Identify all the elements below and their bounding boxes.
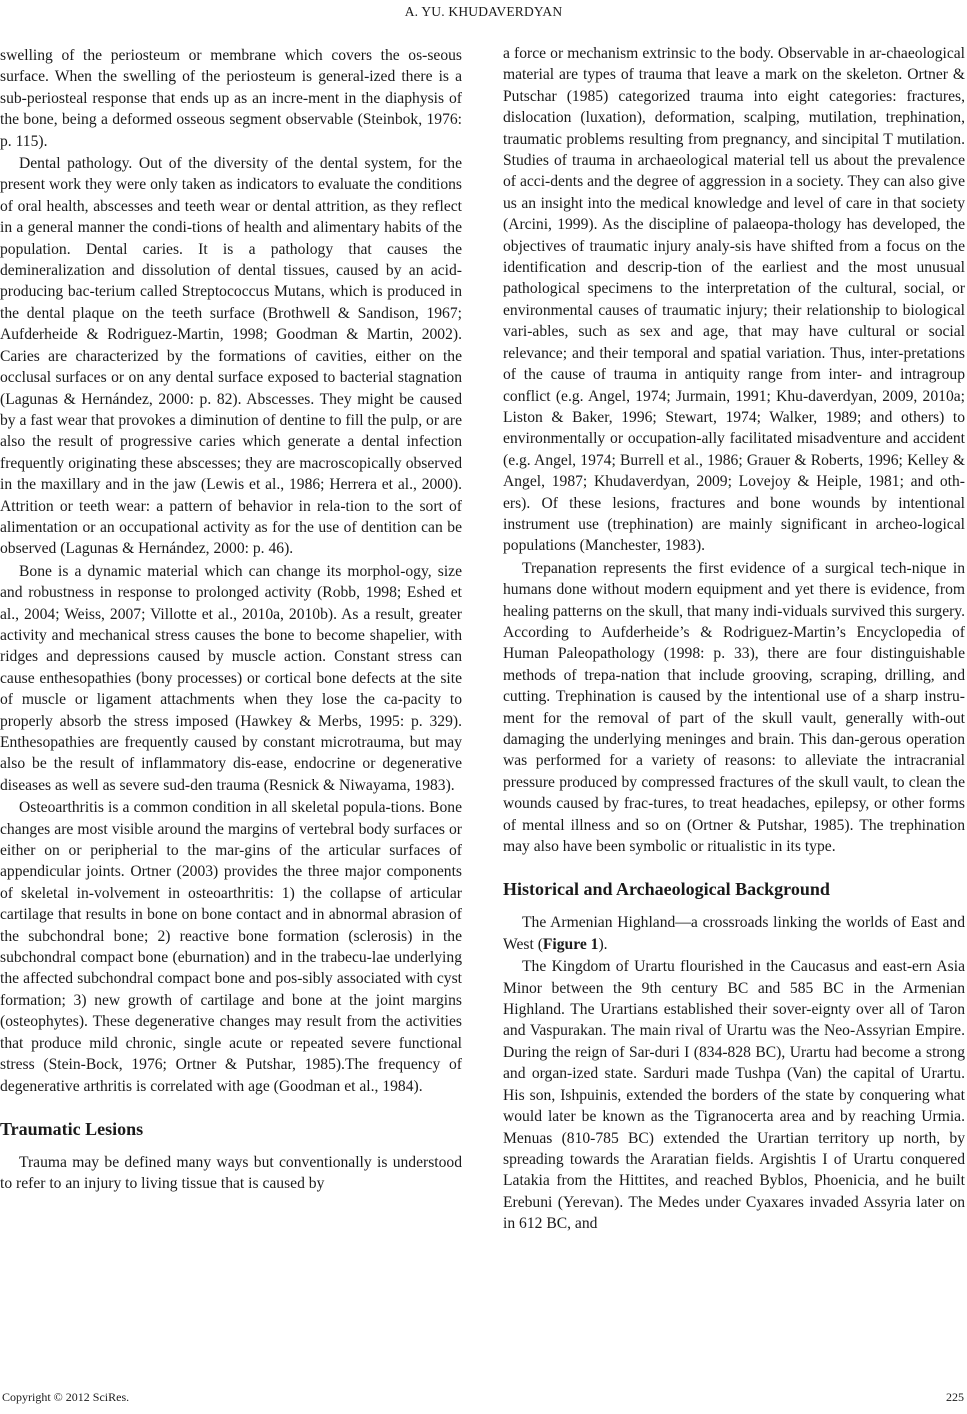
- paragraph-trauma-definition: Trauma may be defined many ways but conventionally is understood to refer to an injury to living tissue that is caused by: [0, 1153, 462, 1193]
- highland-text-end: ).: [598, 935, 608, 953]
- paragraph-bone-dynamics: Bone is a dynamic material which can change its morphol-ogy, size and robustness in response to prolonged activity (Robb, 1998; Eshed et al., 2004; Weiss, 2007; Villotte et al., 2010a, 2010b). As a result, greater activity and mechanical stress causes the bone to become shapelier, with ridges and depressions caused by muscle action. Constant stress can cause enthesopathies (bony processes) or cortical bone defects at the site of muscle or ligament attachments when they lose the ca-pacity to properly absorb the stress imposed (Hawkey & Merbs, 1995: p. 329). Enthesopathies are frequently caused by constant microtrauma, but may also be the result of inflammatory dis-ease, endocrine or degenerative diseases as well as severe sud-den trauma (Resnick & Niwayama, 1983).: [0, 562, 462, 794]
- running-head: A. YU. KHUDAVERDYAN: [404, 4, 563, 19]
- section-heading-traumatic-lesions: Traumatic Lesions: [0, 1118, 144, 1139]
- highland-text: The Armenian Highland—a crossroads linking the worlds of East and West (: [503, 914, 965, 953]
- page-number: 225: [946, 1390, 964, 1404]
- paragraph-trauma-continued: a force or mechanism extrinsic to the body. Observable in ar-chaeological material are types of trauma that leave a mark on the skeleton. Ortner & Putschar (1985) categorized trauma into eight categories: fractures, dislocation (luxation), deformation, scalping, mutilation, trephination, traumatic problems resulting from pregnancy, and sincipital T mutilation. Studies of trauma in archaeological material tell us about the prevalence of acci-dents and the degree of aggression in a society. They can also give us an insight into the medical knowledge and level of care in that society (Arcini, 1999). As the discipline of palaeopa-thology has developed, the objectives of traumatic injury analy-sis have shifted from a focus on the identification and descrip-tion of the earliest and the most unusual pathological specimens to the interpretation of the cultural, social, or environmental causes of traumatic injury; their relationship to biological vari-ables, such as sex and age, that may have cultural or social relevance; and their temporal and spatial variation. Thus, inter-pretations of the cause of trauma in antiquity range from inter- and intragroup conflict (e.g. Angel, 1974; Jurmain, 1991; Khu-daverdyan, 2009, 2010a; Liston & Baker, 1996; Stewart, 1974; Walker, 1989; and others) to environmentally or occupation-ally facilitated misadventure and accident (e.g. Angel, 1974; Burrell et al., 1986; Grauer & Roberts, 1996; Kelley & Angel, 1987; Khudaverdyan, 2009; Lovejoy & Heiple, 1981; and oth-ers). Of these lesions, fractures and bone wounds by intentional instrument use (trephination) are mainly significant in archeo-logical populations (Manchester, 1983).: [503, 45, 965, 555]
- paragraph-osteoarthritis: Osteoarthritis is a common condition in all skeletal popula-tions. Bone changes are most visible around the margins of vertebral body surfaces or either on or peripherial to the mar-gins of the articular surfaces of appendicular joints. Ortner (2003) provides the three major components of skeletal in-volvement in osteoarthritis: 1) the collapse of articular cartilage that results in bone on bone contact and in abnormal abrasion of the subchondral bone; 2) reactive bone formation (sclerosis) in the subchondral compact bone (eburnation) and in the trabecu-lae underlying the affected subchondral compact bone and pos-sibly associated with cyst formation; 3) new growth of cartilage and bone at the joint margins (osteophytes). These degenerative changes may result from the activities that produce mild chronic, single acute or repeated severe functional stress (Stein-Bock, 1976; Ortner & Putshar, 1985).The frequency of degenerative arthritis is correlated with age (Goodman et al., 1984).: [0, 799, 462, 1095]
- section-heading-historical-background: Historical and Archaeological Background: [503, 879, 830, 900]
- paragraph-dental-pathology: Dental pathology. Out of the diversity of the dental system, for the present work they were only taken as indicators to evaluate the conditions of oral health, abscesses and teeth wear or dental attrition, as they reflect in a general manner the condi-tions of health and alimentary habits of the population. Dental caries. It is a pathology that causes the demineralization and dissolution of dental tissues, caused by an acid-producing bac-terium called Streptococcus Mutans, which is produced in the dental plaque on the teeth surface (Brothwell & Sandison, 1967; Aufderheide & Rodriguez-Martin, 1998; Goodman & Martin, 2002). Caries are characterized by the formations of cavities, either on the occlusal surfaces or on any dental surface exposed to bacterial stagnation (Lagunas & Hernández, 2000: p. 82). Abscesses. They might be caused by a fast wear that provokes a diminution of dentine to fill the pulp, or are also the result of progressive caries which generate a dental infection frequently originating these abscesses; they are macroscopically observed in the maxillary and in the jaw (Lewis et al., 1986; Herrera et al., 2000). Attrition or teeth wear: a pattern of behavior in rela-tion to the sort of alimentation or an occupational activity as for the use of dentition can be observed (Lagunas & Hernández, 2000: p. 46).: [0, 155, 462, 558]
- figure-1-reference[interactable]: Figure 1: [542, 935, 599, 953]
- paragraph-trepanation: Trepanation represents the first evidence of a surgical tech-nique in humans done without modern equipment and yet there is evidence, from healing patterns on the skull, that many indi-viduals survived this surgery. According to Aufderheide’s & Rodriguez-Martin’s Encyclopedia of Human Paleopathology (1998: p. 33), there are four distinguishable methods of trepa-nation that include grooving, scraping, drilling, and cutting. Trephination is caused by the intentional use of a sharp instru-ment for the removal of part of the skull vault, generally with-out damaging the underlying meninges and brain. This dan-gerous operation was performed for a variety of reasons: to alleviate the intracranial pressure produced by compressed fractures of the skull vault, to clean the wounds caused by frac-tures, to treat headaches, epilepsy, or other forms of mental illness and so on (Ortner & Putshar, 1985). The trephination may also have been symbolic or ritualistic in its type.: [503, 559, 965, 856]
- paragraph-kingdom-of-urartu: The Kingdom of Urartu flourished in the Caucasus and east-ern Asia Minor between the 9th century BC and 585 BC in the Armenian Highland. The Urartians established their sover-eignty over all of Taron and Vaspurakan. The main rival of Urartu was the Neo-Assyrian Empire. During the reign of Sar-duri I (834-828 BC), Urartu had become a strong and organ-ized state. Sarduri made Tushpa (Van) the capital of Urartu. His son, Ishpuinis, extended the borders of the state by conquering what would later be known as the Tigranocerta area and by reaching Urmia. Menuas (810-785 BC) extended the Urartian territory up north, by spreading towards the Araratian fields. Argishtis I of Urartu conquered Latakia from the Hittites, and reached Byblos, Phoenicia, and he built Erebuni (Yerevan). The Medes under Cyaxares invaded Assyria later on in 612 BC, and: [503, 958, 965, 1233]
- left-column: [0, 45, 462, 1360]
- paragraph-periosteum-continued: swelling of the periosteum or membrane which covers the os-seous surface. When the swelling of the periosteum is general-ized there is a sub-periosteal response that ends up as an incre-ment in the diaphysis of the bone, being a deformed osseous segment observable (Steinbok, 1976: p. 115).: [0, 47, 462, 150]
- right-column: [503, 45, 965, 1360]
- paragraph-armenian-highland: [503, 912, 965, 955]
- copyright-notice: Copyright © 2012 SciRes.: [2, 1390, 130, 1404]
